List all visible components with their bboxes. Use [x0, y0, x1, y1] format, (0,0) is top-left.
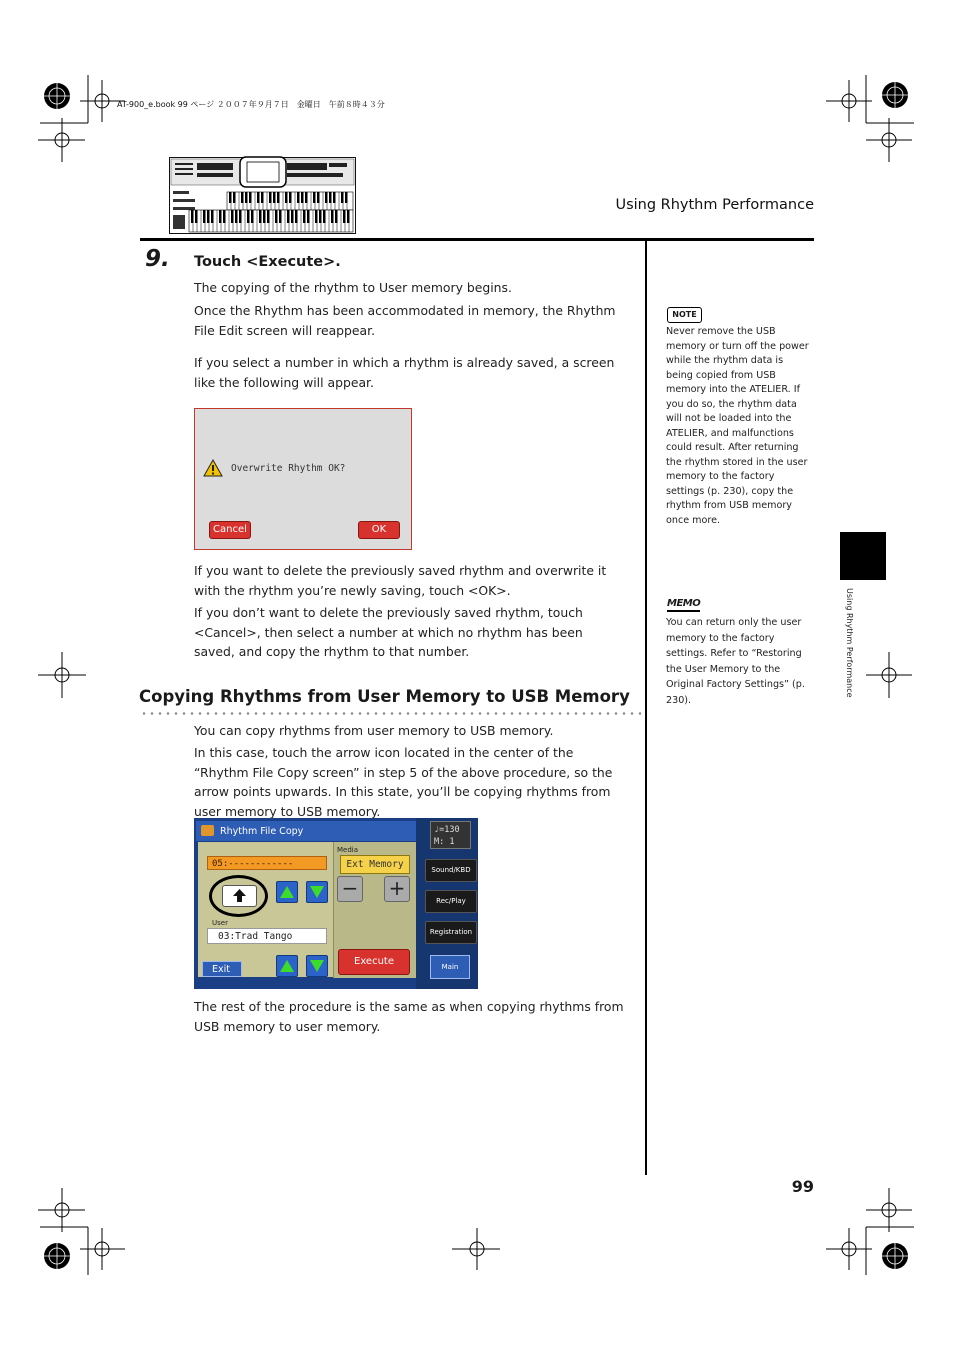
section-title: Copying Rhythms from User Memory to USB Memory: [139, 687, 630, 706]
running-header: Using Rhythm Performance: [615, 197, 814, 213]
step-number: 9.: [145, 246, 170, 272]
rhythm-up-button[interactable]: [276, 881, 298, 903]
triangle-up-icon: [277, 882, 297, 902]
sound-kbd-button[interactable]: [425, 859, 477, 882]
source-rhythm-field[interactable]: 05:------------: [207, 856, 327, 870]
user-up-button[interactable]: [276, 955, 298, 977]
triangle-down-icon: [307, 956, 327, 976]
rhythm-down-button[interactable]: [306, 881, 328, 903]
print-header: AT-900_e.book 99 ページ ２００７年９月７日 金曜日 午前８時４３分: [117, 100, 385, 109]
section-paragraph: In this case, touch the arrow icon located in the center of the “Rhythm File Copy screen” in step 5 of the above procedure, so the arrow points upwards. In this state, you’ll be copying rhythms from user memory to USB memory.: [194, 745, 613, 819]
note-badge: NOTE: [667, 307, 702, 323]
media-value[interactable]: Ext Memory: [340, 855, 410, 874]
user-rhythm-field[interactable]: 03:Trad Tango: [207, 928, 327, 944]
dotted-rule: [140, 712, 642, 715]
overwrite-dialog: [194, 408, 412, 550]
step-paragraph: The copying of the rhythm to User memory begins.: [194, 280, 512, 295]
rec-play-button[interactable]: [425, 890, 477, 913]
sound-kbd-label: Sound/KBD: [431, 866, 471, 874]
side-tab-label-wrap: [845, 588, 859, 703]
column-divider: [645, 241, 647, 1175]
page-number: 99: [791, 1177, 814, 1196]
user-down-button[interactable]: [306, 955, 328, 977]
registration-button[interactable]: [425, 921, 477, 944]
rec-play-label: Rec/Play: [436, 897, 466, 905]
step-paragraph: If you don’t want to delete the previously saved rhythm, touch <Cancel>, then select a number at which no rhythm has been saved, and copy the rhythm to that number.: [194, 605, 583, 659]
exit-button[interactable]: Exit: [202, 961, 242, 977]
cancel-button[interactable]: Cancel: [209, 521, 251, 539]
rhythm-file-copy-screen: [194, 818, 478, 989]
memo-badge: MEMO: [667, 598, 700, 612]
tempo-value: ♩=130: [434, 825, 460, 835]
section-paragraph: The rest of the procedure is the same as when copying rhythms from USB memory to user memory.: [194, 999, 624, 1034]
organ-illustration: [169, 155, 357, 235]
measure-value: M: 1: [434, 837, 455, 847]
dialog-message: Overwrite Rhythm OK?: [231, 463, 346, 474]
note-text: Never remove the USB memory or turn off the power while the rhythm data is being copied from USB memory into the ATELIER. If you do so, the rhythm data will not be loaded into the ATELIER, and malfunctions could result. After returning the rhythm stored in the user memory to the factory settings (p. 230), copy the rhythm from USB memory once more.: [666, 326, 809, 526]
plus-button[interactable]: +: [384, 876, 410, 902]
user-label: User: [212, 919, 228, 927]
screen-title: Rhythm File Copy: [220, 826, 304, 837]
warning-icon: [203, 459, 223, 477]
step-paragraph: If you select a number in which a rhythm is already saved, a screen like the following will appear.: [194, 355, 615, 390]
direction-arrow-button[interactable]: [222, 885, 257, 907]
triangle-up-icon: [277, 956, 297, 976]
step-paragraph: If you want to delete the previously saved rhythm and overwrite it with the rhythm you’re newly saving, touch <OK>.: [194, 563, 607, 598]
minus-button[interactable]: −: [337, 876, 363, 902]
media-label: Media: [337, 846, 359, 854]
rhythm-icon: [201, 825, 214, 836]
section-paragraph: You can copy rhythms from user memory to USB memory.: [194, 723, 554, 738]
chapter-tab: [840, 532, 886, 580]
side-tab-label: Using Rhythm Performance: [845, 588, 854, 698]
ok-button[interactable]: OK: [358, 521, 400, 539]
execute-button[interactable]: Execute: [338, 949, 410, 975]
registration-label: Registration: [429, 928, 473, 936]
step-paragraph: Once the Rhythm has been accommodated in memory, the Rhythm File Edit screen will reappear.: [194, 303, 616, 338]
triangle-down-icon: [307, 882, 327, 902]
tempo-display: [430, 821, 471, 849]
header-rule: [140, 238, 814, 241]
memo-text: You can return only the user memory to the factory settings. Refer to “Restoring the User Memory to the Original Factory Settings” (p. 230).: [666, 617, 805, 706]
arrow-up-icon: [233, 889, 246, 903]
main-button[interactable]: Main: [430, 955, 470, 979]
step-title: Touch <Execute>.: [194, 254, 341, 270]
